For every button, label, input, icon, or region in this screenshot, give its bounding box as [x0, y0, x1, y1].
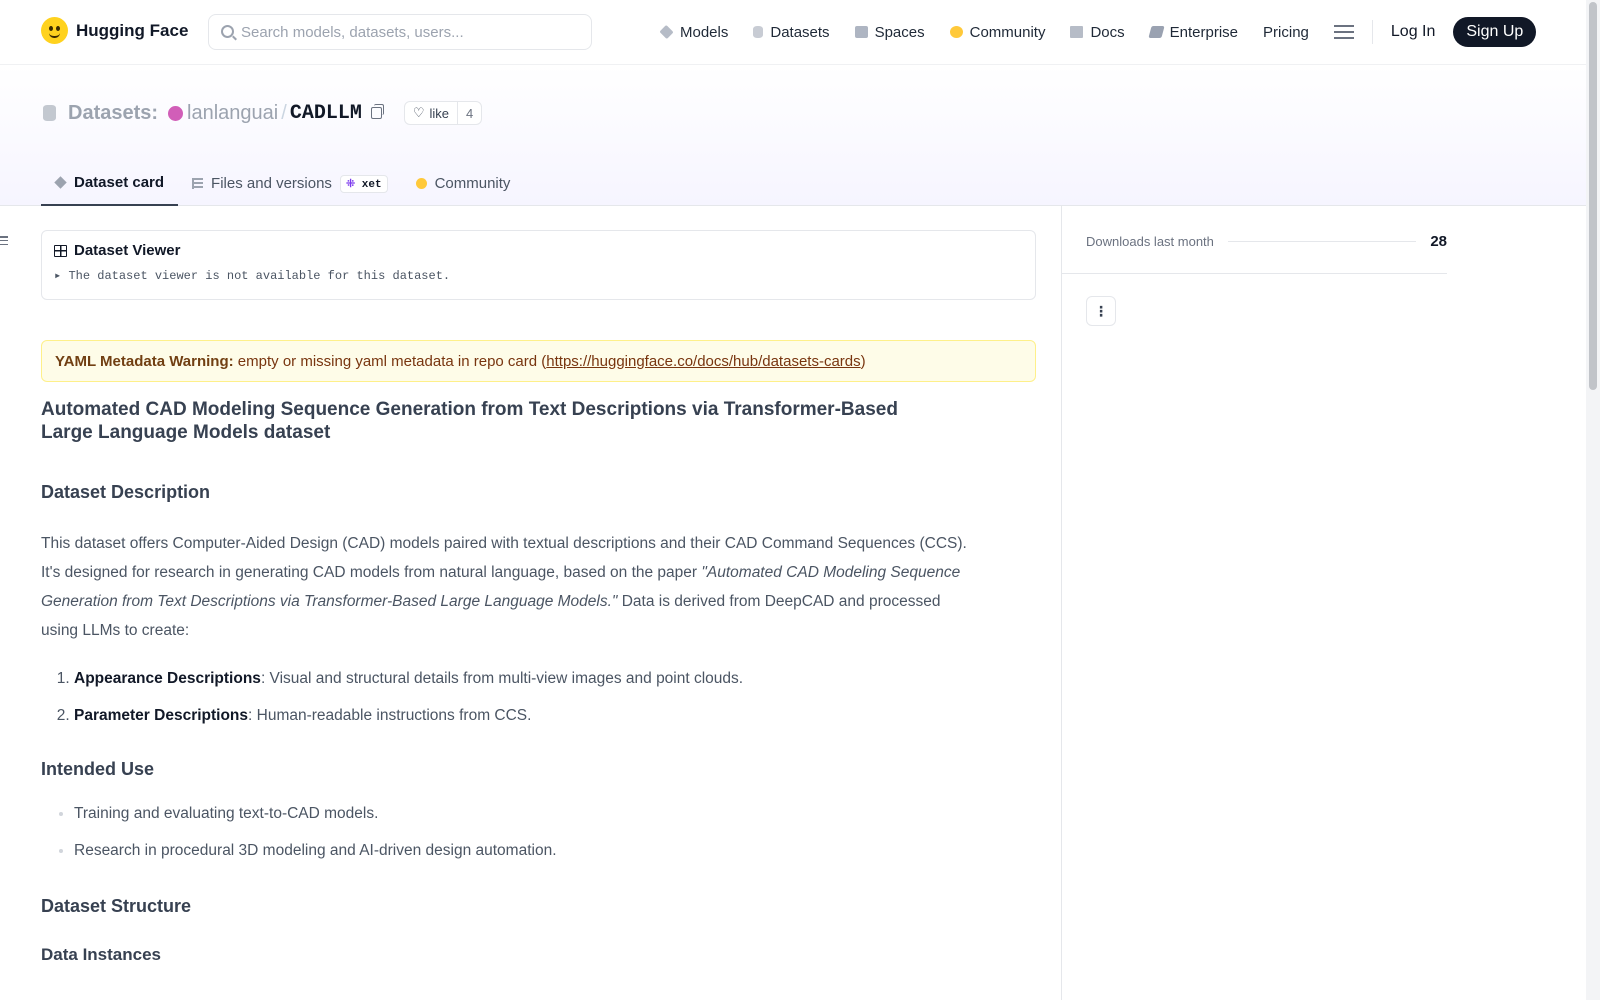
description-types-list: [41, 667, 1036, 727]
scrollbar-thumb[interactable]: [1589, 2, 1597, 390]
list-item: • Research in procedural 3D modeling and AI-driven design automation.: [74, 839, 1036, 862]
warning-label: YAML Metadata Warning:: [55, 353, 234, 370]
cube-icon: [54, 176, 66, 188]
cube-icon: [659, 25, 673, 39]
nav-datasets-label: Datasets: [770, 23, 830, 41]
nav-spaces-label: Spaces: [874, 23, 925, 41]
kebab-icon: ⋮: [1094, 302, 1108, 319]
list-item: 1. Appearance Descriptions: Visual and structural details from multi-view images and point clouds.: [74, 667, 1036, 690]
breadcrumb-separator: /: [281, 101, 287, 124]
tab-community[interactable]: [402, 161, 525, 206]
database-icon: [43, 105, 56, 121]
options-menu-button[interactable]: [1086, 296, 1116, 326]
top-navbar: [0, 0, 1586, 65]
login-link[interactable]: Log In: [1390, 23, 1436, 40]
description-paragraph: This dataset offers Computer-Aided Design (CAD) models paired with textual descriptions and their CAD Command Sequences (CCS). It's designed for research in generating CAD models from natural language, based on the paper "Automated CAD Modeling Sequence Generation from Text Descriptions via Transformer-Based Large Language Models." Data is derived from DeepCAD and processed using LLMs to create:: [41, 535, 967, 639]
dataset-name[interactable]: CADLLM: [289, 101, 362, 125]
table-of-contents-icon[interactable]: [0, 236, 8, 245]
logo-link[interactable]: [41, 17, 188, 44]
nav-spaces[interactable]: [855, 24, 925, 41]
like-button[interactable]: [405, 102, 458, 124]
owner-link[interactable]: lanlanguai: [187, 101, 279, 124]
intended-use-list: [41, 802, 1036, 862]
list-item: • Training and evaluating text-to-CAD models.: [74, 802, 1036, 825]
list-item: 2. Parameter Descriptions: Human-readable instructions from CCS.: [74, 704, 1036, 727]
heart-icon: ♡: [412, 105, 425, 120]
tab-files-label: Files and versions: [211, 175, 332, 192]
search-input[interactable]: [241, 24, 571, 41]
tab-dataset-card[interactable]: [41, 161, 178, 206]
nav-enterprise-label: Enterprise: [1169, 23, 1239, 41]
repo-tabs: [41, 161, 524, 206]
page-scrollbar[interactable]: [1586, 0, 1600, 1000]
search-icon: [221, 25, 234, 38]
dataset-viewer-title-text: Dataset Viewer: [74, 242, 181, 259]
heading-intended-use: Intended Use: [41, 759, 155, 779]
nav-pricing[interactable]: [1263, 24, 1309, 41]
tab-dataset-card-label: Dataset card: [74, 174, 165, 191]
xet-badge: ⁜ xet: [340, 175, 388, 193]
enterprise-icon: [1148, 26, 1164, 38]
book-icon: [1070, 26, 1083, 38]
nav-divider: [1372, 20, 1373, 44]
search-box[interactable]: [208, 14, 592, 50]
nav-links: [660, 0, 1536, 64]
paper-title: "Automated CAD Modeling Sequence Generation from Text Descriptions via Transformer-Based Large Language Models.": [41, 564, 961, 610]
hugging-face-logo-icon: [41, 17, 68, 44]
nav-community-label: Community: [969, 23, 1046, 41]
docs-link[interactable]: https://huggingface.co/docs/hub/datasets-cards: [546, 353, 861, 370]
nav-docs[interactable]: [1070, 24, 1124, 41]
nav-pricing-label: Pricing: [1263, 23, 1309, 41]
table-icon: [54, 245, 67, 257]
dataset-viewer-box: [41, 230, 1036, 300]
more-menu-icon[interactable]: [1334, 25, 1354, 39]
sidebar-divider: [1062, 273, 1447, 274]
nav-datasets[interactable]: [753, 24, 829, 41]
viewer-unavailable-note: The dataset viewer is not available for this dataset.: [68, 269, 451, 283]
signup-button[interactable]: Sign Up: [1453, 17, 1536, 47]
owner-avatar: [168, 106, 183, 121]
hugging-icon: [416, 178, 427, 189]
downloads-stat: [1086, 233, 1447, 250]
logo-text: Hugging Face: [76, 20, 189, 40]
warning-text: empty or missing yaml metadata in repo card (: [233, 353, 547, 370]
nav-docs-label: Docs: [1090, 23, 1125, 41]
heading-data-instances: Data Instances: [41, 945, 161, 964]
repo-header: [0, 65, 1586, 206]
like-widget: [404, 101, 482, 125]
hugging-icon: [950, 26, 963, 38]
heading-dataset-structure: Dataset Structure: [41, 896, 192, 916]
like-count[interactable]: 4: [466, 105, 474, 121]
card-title: Automated CAD Modeling Sequence Generation from Text Descriptions via Transformer-Based Large Language Models dataset: [41, 399, 898, 443]
grid-icon: [855, 26, 868, 38]
copy-icon[interactable]: [371, 107, 382, 119]
like-label: like: [429, 105, 449, 121]
warning-close-paren: ): [860, 353, 866, 370]
viewer-details-toggle[interactable]: ▸ The dataset viewer is not available for this dataset.: [54, 269, 451, 283]
heading-dataset-description: Dataset Description: [41, 482, 211, 502]
nav-models-label: Models: [680, 23, 729, 41]
yaml-warning: [41, 340, 1036, 382]
breadcrumb: [43, 101, 482, 125]
nav-community[interactable]: [950, 24, 1046, 41]
section-label[interactable]: Datasets:: [68, 101, 159, 124]
dataset-card: [41, 230, 1036, 965]
nav-enterprise[interactable]: [1150, 24, 1238, 41]
nav-models[interactable]: [660, 24, 728, 41]
downloads-label: Downloads last month: [1086, 234, 1214, 249]
tab-files-and-versions[interactable]: [178, 161, 402, 206]
right-sidebar: [1061, 206, 1586, 1000]
database-icon: [753, 26, 763, 38]
dataset-viewer-title: [54, 242, 1023, 259]
downloads-sparkline: [1228, 241, 1416, 242]
tab-community-label: Community: [434, 175, 511, 192]
downloads-count: 28: [1430, 233, 1447, 250]
files-icon: [192, 178, 203, 189]
